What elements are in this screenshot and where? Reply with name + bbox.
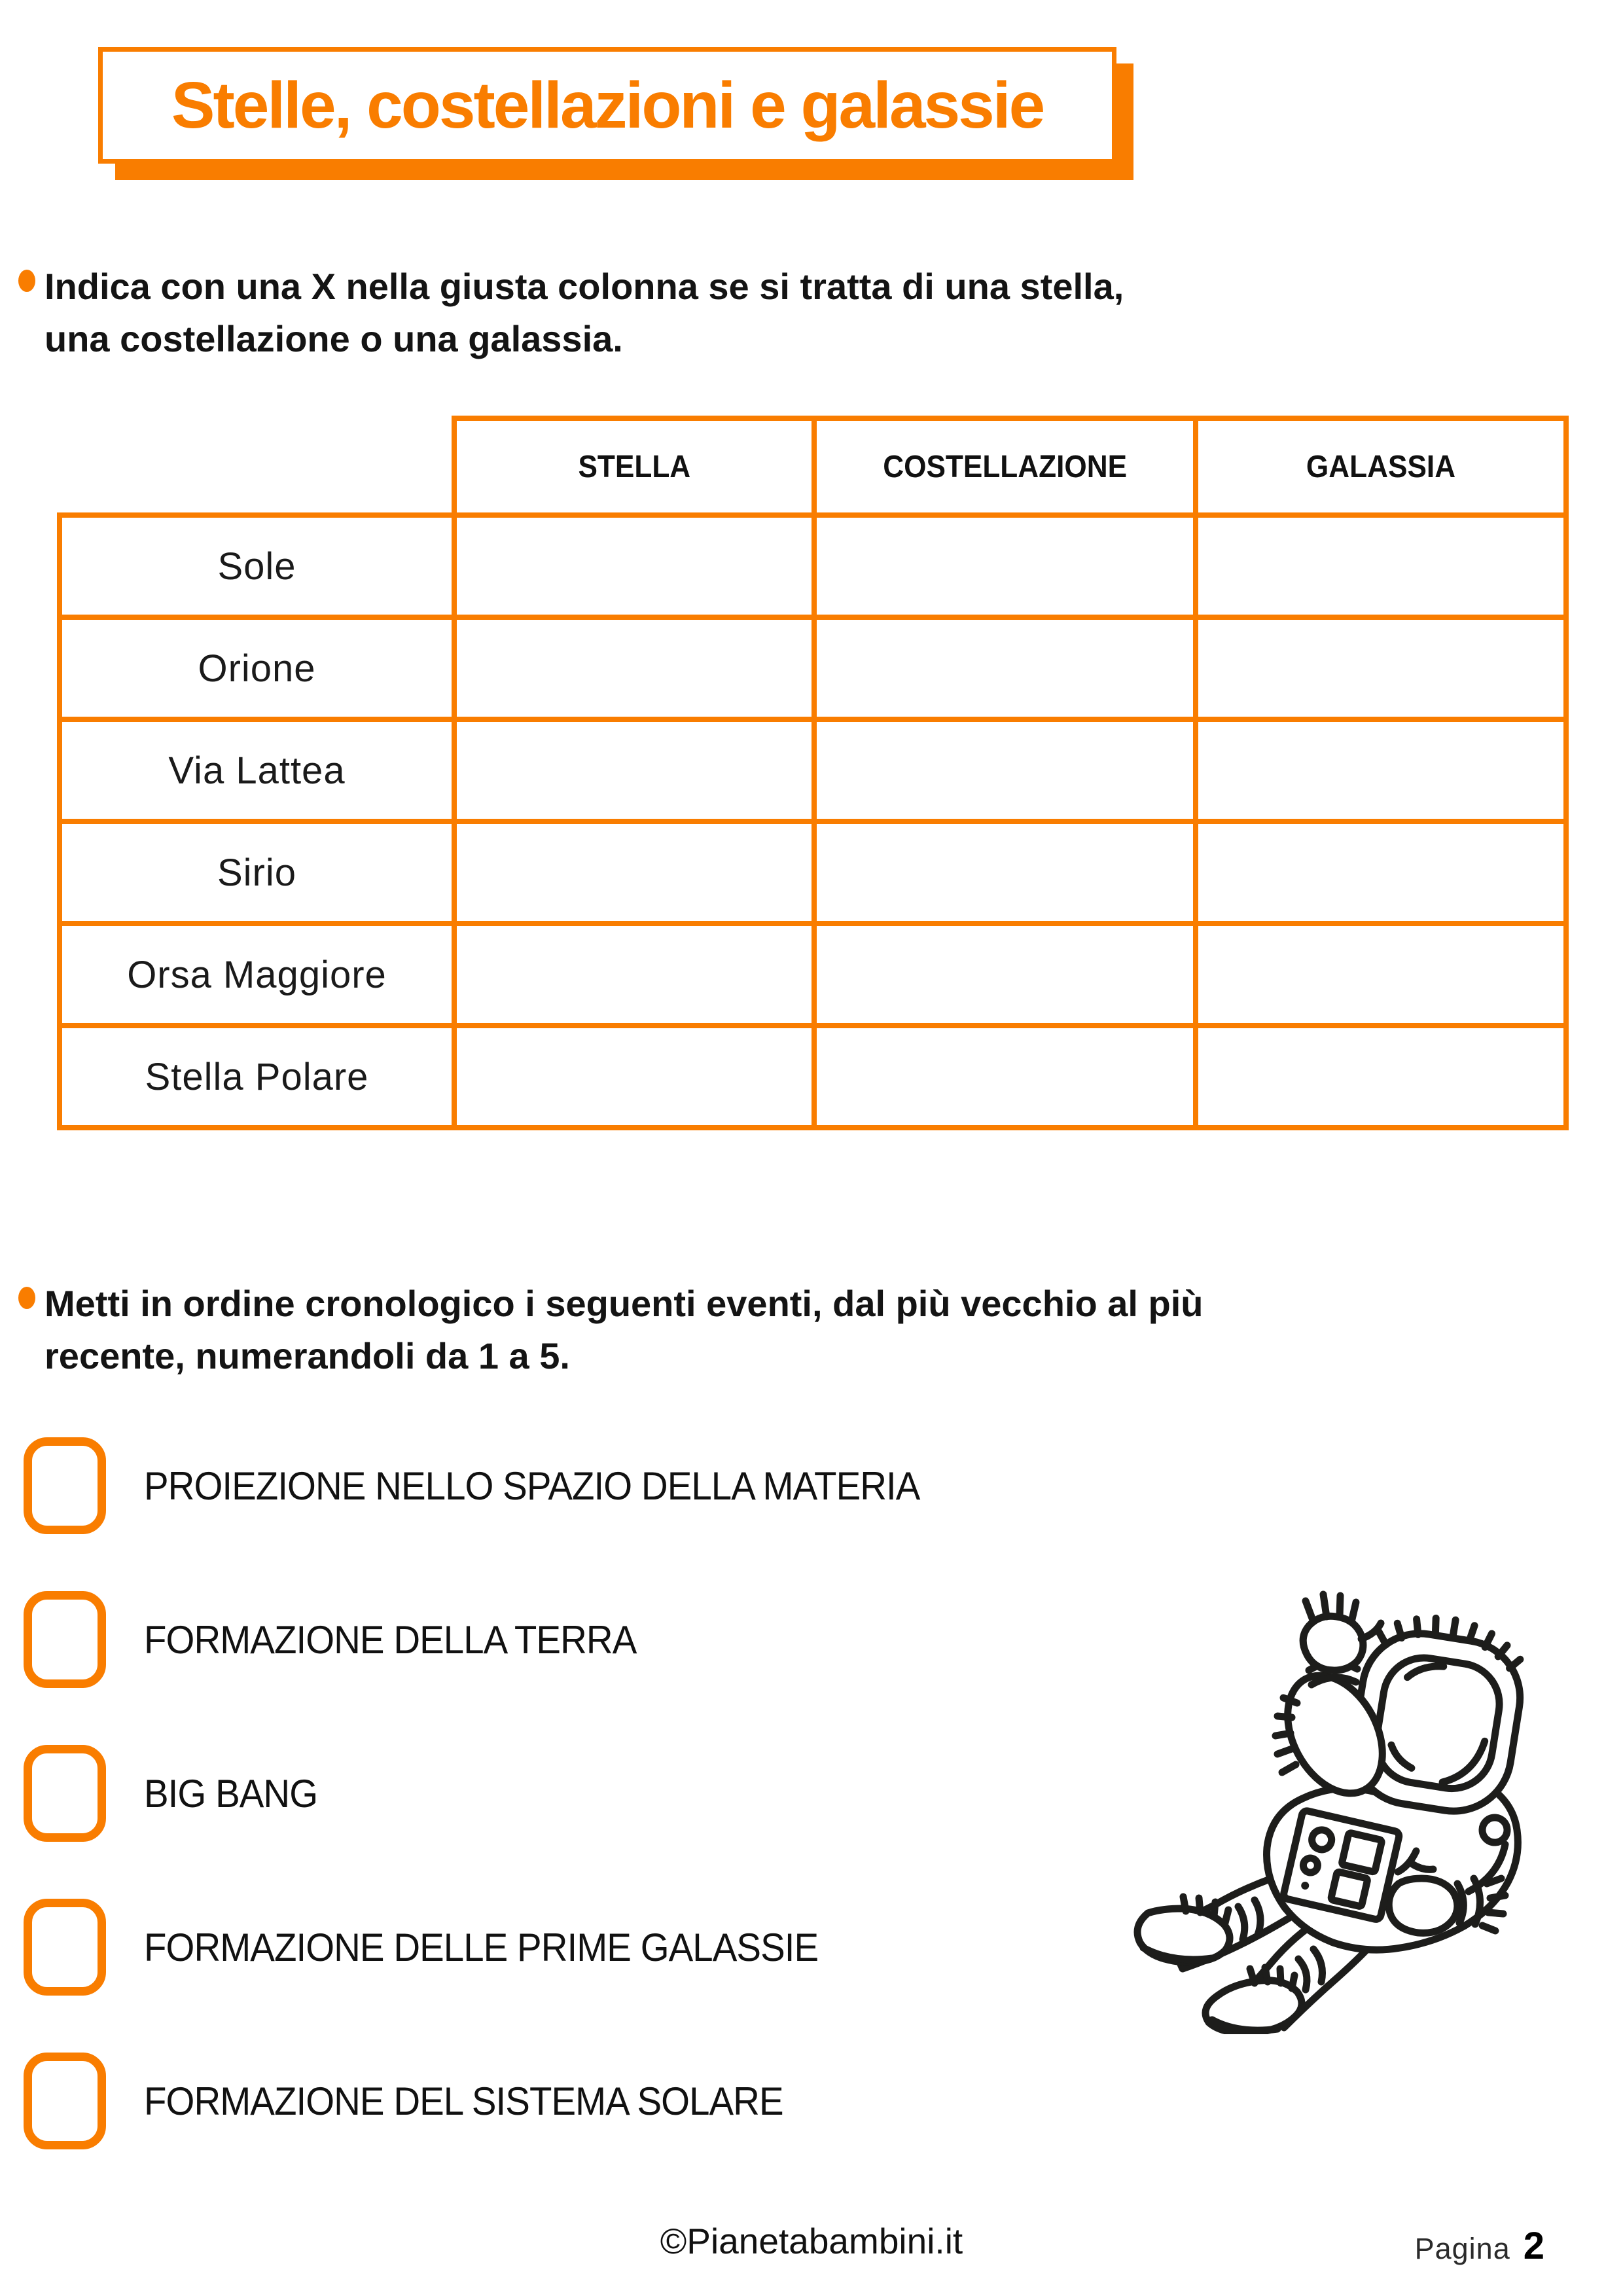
table-header-stella bbox=[454, 418, 814, 515]
table-header-galassia bbox=[1196, 418, 1566, 515]
table-header-row bbox=[60, 418, 1566, 515]
order-number-checkbox[interactable] bbox=[24, 2053, 106, 2149]
page-title: Stelle, costellazioni e galassie bbox=[171, 68, 1044, 142]
list-item bbox=[24, 2053, 969, 2149]
row-label: Sirio bbox=[217, 851, 297, 894]
header-label: GALASSIA bbox=[1306, 449, 1456, 484]
row-label-cell bbox=[60, 719, 454, 821]
instruction-line: recente, numerandoli da 1 a 5. bbox=[45, 1335, 570, 1376]
row-label: Sole bbox=[217, 545, 296, 588]
answer-cell-costellazione[interactable] bbox=[814, 924, 1196, 1026]
event-label: PROIEZIONE NELLO SPAZIO DELLA MATERIA bbox=[144, 1463, 920, 1508]
row-label-cell bbox=[60, 617, 454, 719]
exercise2-instruction bbox=[18, 1278, 1602, 1382]
answer-cell-costellazione[interactable] bbox=[814, 515, 1196, 617]
answer-cell-stella[interactable] bbox=[454, 515, 814, 617]
table-row bbox=[60, 515, 1566, 617]
event-label: FORMAZIONE DEL SISTEMA SOLARE bbox=[144, 2079, 783, 2123]
header-label: COSTELLAZIONE bbox=[883, 449, 1127, 484]
answer-cell-galassia[interactable] bbox=[1196, 1026, 1566, 1128]
answer-cell-stella[interactable] bbox=[454, 617, 814, 719]
table-row bbox=[60, 719, 1566, 821]
answer-cell-costellazione[interactable] bbox=[814, 821, 1196, 924]
instruction-line: una costellazione o una galassia. bbox=[45, 318, 623, 359]
row-label: Via Lattea bbox=[168, 749, 346, 792]
exercise2-instruction-text bbox=[45, 1278, 1203, 1382]
row-label: Stella Polare bbox=[145, 1055, 369, 1098]
answer-cell-galassia[interactable] bbox=[1196, 821, 1566, 924]
page-number: 2 bbox=[1523, 2225, 1544, 2267]
answer-cell-costellazione[interactable] bbox=[814, 617, 1196, 719]
table-row bbox=[60, 1026, 1566, 1128]
instruction-line: Metti in ordine cronologico i seguenti eventi, dal più vecchio al più bbox=[45, 1283, 1204, 1324]
page-indicator bbox=[1415, 2224, 1544, 2268]
table-row bbox=[60, 617, 1566, 719]
order-number-checkbox[interactable] bbox=[24, 1437, 106, 1534]
answer-cell-galassia[interactable] bbox=[1196, 719, 1566, 821]
list-item bbox=[24, 1745, 969, 1842]
answer-cell-costellazione[interactable] bbox=[814, 1026, 1196, 1128]
answer-cell-stella[interactable] bbox=[454, 821, 814, 924]
answer-cell-galassia[interactable] bbox=[1196, 515, 1566, 617]
row-label-cell bbox=[60, 821, 454, 924]
answer-cell-stella[interactable] bbox=[454, 719, 814, 821]
bullet-icon bbox=[18, 1287, 35, 1309]
table-row bbox=[60, 924, 1566, 1026]
list-item bbox=[24, 1591, 969, 1688]
exercise1-instruction bbox=[18, 260, 1602, 365]
row-label: Orione bbox=[198, 647, 316, 690]
order-number-checkbox[interactable] bbox=[24, 1899, 106, 1996]
title-banner bbox=[98, 47, 1116, 164]
bullet-icon bbox=[18, 270, 35, 292]
row-label-cell bbox=[60, 924, 454, 1026]
astronaut-illustration bbox=[1120, 1576, 1552, 2034]
classification-table bbox=[57, 416, 1569, 1130]
answer-cell-galassia[interactable] bbox=[1196, 617, 1566, 719]
event-label: BIG BANG bbox=[144, 1771, 318, 1816]
order-number-checkbox[interactable] bbox=[24, 1745, 106, 1842]
exercise1-instruction-text bbox=[45, 260, 1124, 365]
header-label: STELLA bbox=[578, 449, 690, 484]
row-label: Orsa Maggiore bbox=[127, 953, 387, 996]
order-number-checkbox[interactable] bbox=[24, 1591, 106, 1688]
event-label: FORMAZIONE DELLA TERRA bbox=[144, 1617, 637, 1662]
copyright-text: ©Pianetabambini.it bbox=[660, 2221, 963, 2261]
answer-cell-stella[interactable] bbox=[454, 924, 814, 1026]
answer-cell-costellazione[interactable] bbox=[814, 719, 1196, 821]
row-label-cell bbox=[60, 515, 454, 617]
table-corner-empty bbox=[60, 418, 454, 515]
chronological-order-list bbox=[24, 1437, 969, 2206]
list-item bbox=[24, 1899, 969, 1996]
answer-cell-stella[interactable] bbox=[454, 1026, 814, 1128]
event-label: FORMAZIONE DELLE PRIME GALASSIE bbox=[144, 1925, 819, 1969]
table-row bbox=[60, 821, 1566, 924]
instruction-line: Indica con una X nella giusta colonna se si tratta di una stella, bbox=[45, 266, 1124, 307]
table-header-costellazione bbox=[814, 418, 1196, 515]
answer-cell-galassia[interactable] bbox=[1196, 924, 1566, 1026]
list-item bbox=[24, 1437, 969, 1534]
row-label-cell bbox=[60, 1026, 454, 1128]
page-label: Pagina bbox=[1414, 2232, 1510, 2265]
